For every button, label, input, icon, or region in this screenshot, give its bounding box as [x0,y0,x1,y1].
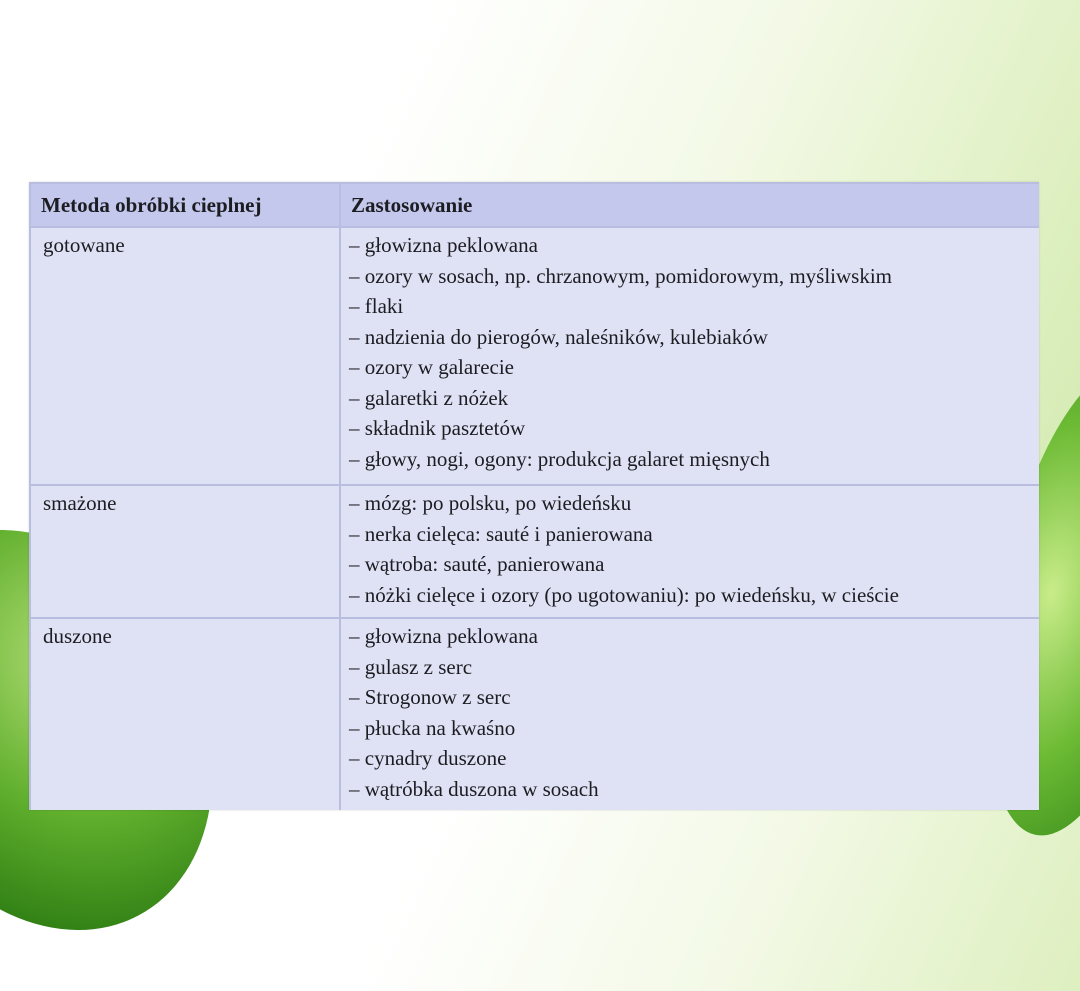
table-row [30,485,1039,618]
usage-item: – nóżki cielęce i ozory (po ugotowaniu): po wiedeńsku, w cieście [349,582,899,607]
usage-item: – mózg: po polsku, po wiedeńsku [349,491,632,515]
usage-cell [340,485,1039,618]
usage-item: – głowizna peklowana [349,233,538,257]
usage-item: – wątroba: sauté, panierowana [349,552,605,576]
usage-item: – flaki [349,294,404,318]
usage-item: – cynadry duszone [349,746,507,770]
usage-item: – ozory w sosach, np. chrzanowym, pomidorowym, myśliwskim [349,263,893,288]
usage-item: – wątróbka duszona w sosach [349,776,599,801]
method-cell: smażone [30,485,340,618]
usage-item: – galaretki z nóżek [349,385,509,410]
usage-item: – nadzienia do pierogów, naleśników, kulebiaków [349,324,768,349]
usage-item: – głowizna peklowana [349,624,538,648]
usage-cell [340,227,1039,485]
method-cell: duszone [30,618,340,810]
usage-item: – nerka cielęca: sauté i panierowana [349,521,653,546]
usage-cell [340,618,1039,810]
table-header-row [30,183,1039,227]
usage-item: – ozory w galarecie [349,355,514,379]
header-usage: Zastosowanie [340,183,1039,227]
header-method: Metoda obróbki cieplnej [30,183,340,227]
usage-item: – gulasz z serc [349,654,473,679]
table-row [30,227,1039,485]
usage-item: – składnik pasztetów [349,416,526,440]
method-cell: gotowane [30,227,340,485]
usage-item: – głowy, nogi, ogony: produkcja galaret mięsnych [349,446,770,471]
table-row [30,618,1039,810]
heat-treatment-table [29,182,1039,810]
usage-item: – Strogonow z serc [349,685,511,709]
heat-treatment-table-image [29,182,1039,810]
usage-item: – płucka na kwaśno [349,715,516,740]
